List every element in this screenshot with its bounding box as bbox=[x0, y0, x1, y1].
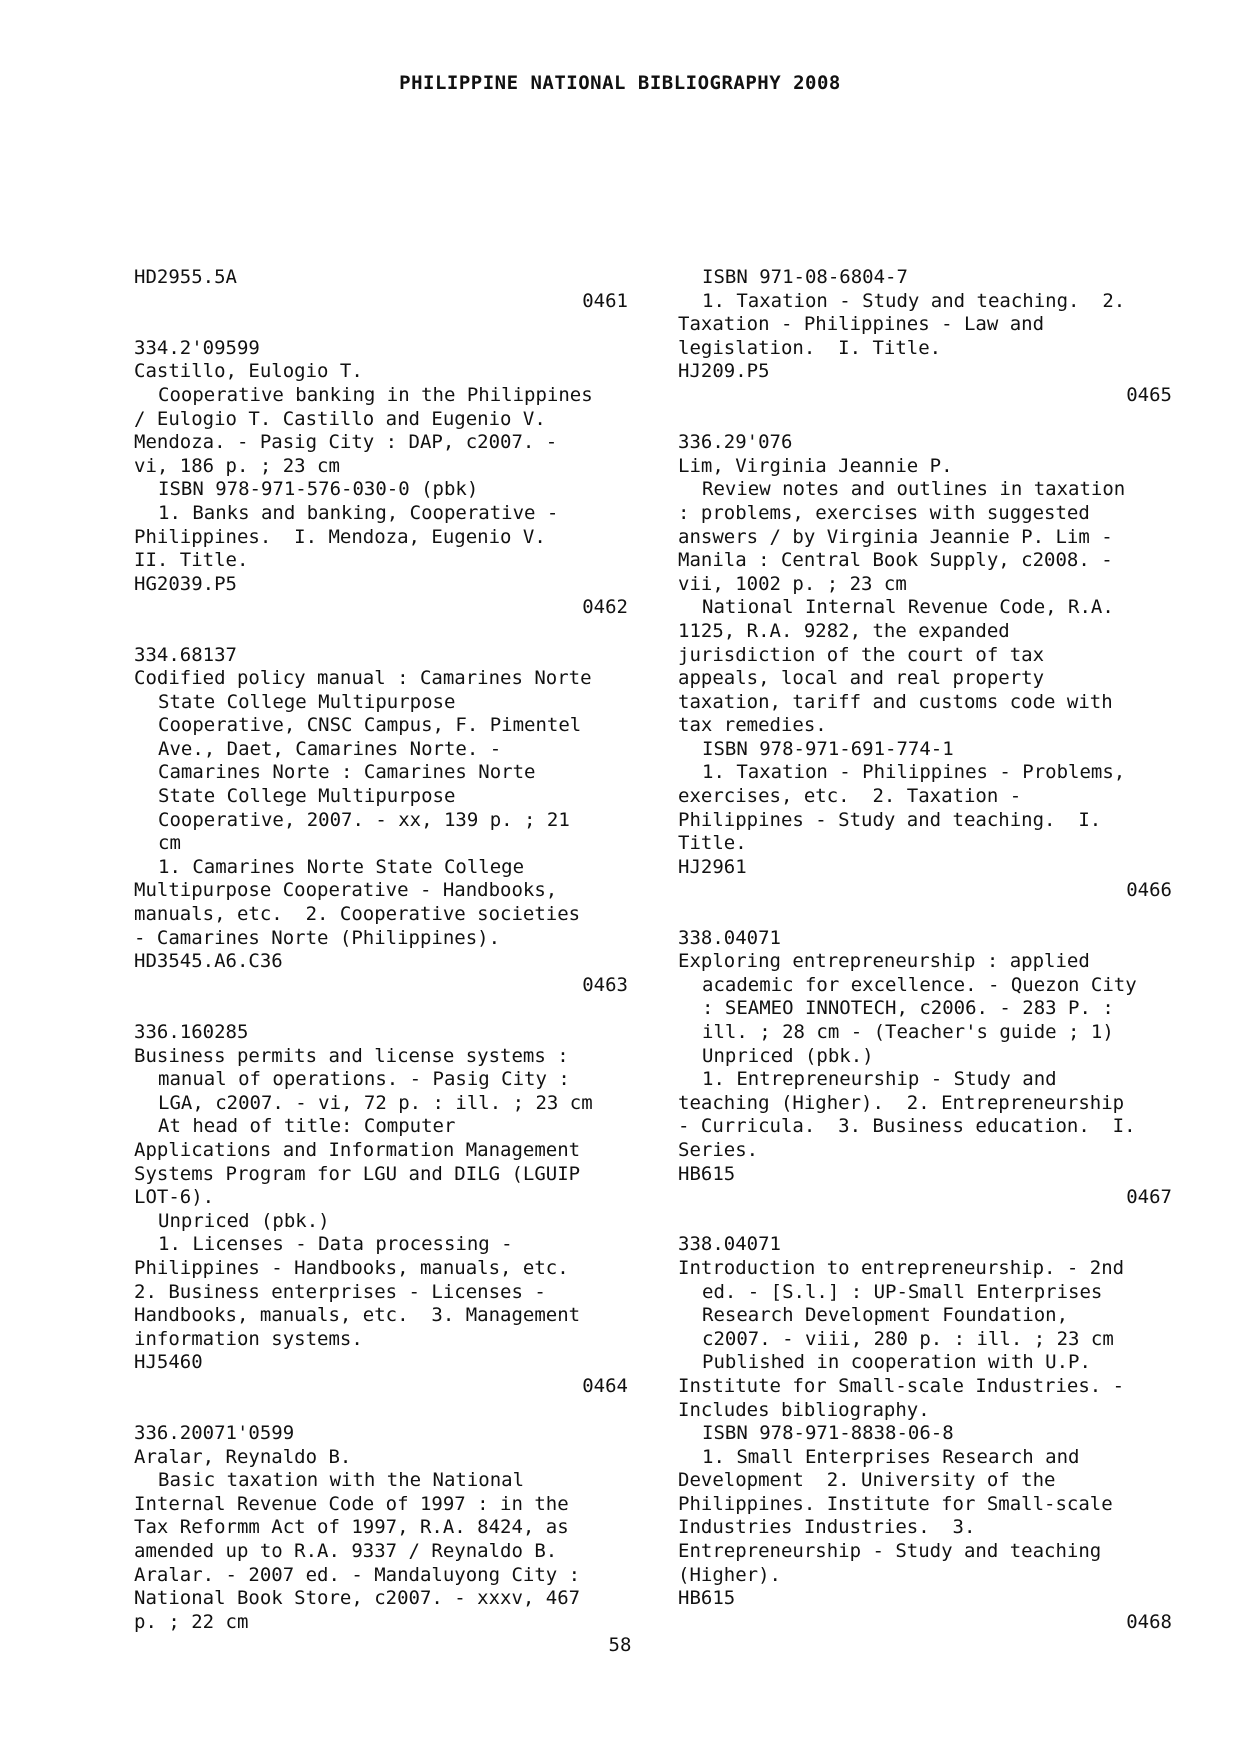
entry-number: 0468 bbox=[1126, 1610, 1172, 1633]
entry-line: / Eulogio T. Castillo and Eugenio V. bbox=[134, 407, 546, 430]
entry-line: manual of operations. - Pasig City : bbox=[158, 1068, 570, 1091]
entry-line: Introduction to entrepreneurship. - 2nd bbox=[678, 1256, 1125, 1279]
bibliographic-entry bbox=[678, 1233, 1172, 1634]
entry-line: 1. Camarines Norte State College bbox=[158, 855, 525, 878]
entry-line: Includes bibliography. bbox=[678, 1398, 930, 1421]
entry-line: Institute for Small-scale Industries. - bbox=[678, 1374, 1125, 1397]
entry-line: amended up to R.A. 9337 / Reynaldo B. bbox=[134, 1540, 558, 1563]
entry-line: ill. ; 28 cm - (Teacher's guide ; 1) bbox=[702, 1021, 1114, 1043]
entry-line: - Curricula. 3. Business education. I. bbox=[678, 1115, 1136, 1138]
entry-line: ISBN 978-971-8838-06-8 bbox=[702, 1422, 954, 1445]
entry-number: 0461 bbox=[582, 289, 628, 312]
entry-line: c2007. - viii, 280 p. : ill. ; 23 cm bbox=[702, 1327, 1114, 1350]
bibliographic-entry bbox=[134, 1021, 628, 1399]
entry-number: 0462 bbox=[582, 596, 628, 619]
entry-line: Applications and Information Management bbox=[134, 1138, 581, 1161]
entry-line: exercises, etc. 2. Taxation - bbox=[678, 785, 1022, 808]
entry-line: Aralar, Reynaldo B. bbox=[134, 1445, 352, 1468]
entry-line: Codified policy manual : Camarines Norte bbox=[134, 667, 592, 690]
entry-line: : problems, exercises with suggested bbox=[678, 501, 1090, 524]
entry-line: II. Title. bbox=[134, 549, 249, 572]
entry-line: 1125, R.A. 9282, the expanded bbox=[678, 619, 1010, 642]
entry-line: 1. Taxation - Philippines - Problems, bbox=[702, 761, 1126, 784]
entry-line: tax remedies. bbox=[678, 714, 827, 737]
entry-line: (Higher). bbox=[678, 1563, 781, 1586]
entry-line: 1. Taxation - Study and teaching. 2. bbox=[702, 289, 1126, 312]
entry-line: 1. Entrepreneurship - Study and bbox=[702, 1068, 1057, 1091]
entry-line: Unpriced (pbk.) bbox=[702, 1044, 874, 1067]
bibliographic-entry-continued bbox=[678, 266, 1172, 408]
entry-line: 1. Banks and banking, Cooperative - bbox=[158, 501, 559, 524]
entry-line: 1. Small Enterprises Research and bbox=[702, 1445, 1080, 1468]
entry-line: Manila : Central Book Supply, c2008. - bbox=[678, 549, 1113, 572]
left-column bbox=[134, 266, 628, 1634]
entry-number: 0464 bbox=[582, 1374, 628, 1397]
entry-number: 0465 bbox=[1126, 383, 1172, 406]
entry-line: Internal Revenue Code of 1997 : in the bbox=[134, 1492, 569, 1515]
call-number: HD3545.A6.C36 bbox=[134, 950, 283, 973]
entry-line: information systems. bbox=[134, 1327, 363, 1350]
entry-line: vii, 1002 p. ; 23 cm bbox=[678, 572, 907, 595]
entry-line: Camarines Norte : Camarines Norte bbox=[158, 761, 536, 784]
entry-line: Multipurpose Cooperative - Handbooks, bbox=[134, 879, 558, 902]
entry-line: ISBN 978-971-691-774-1 bbox=[702, 737, 954, 760]
entry-line: Series. bbox=[678, 1138, 759, 1161]
call-number: HD2955.5A bbox=[134, 266, 237, 288]
bibliographic-entry bbox=[134, 337, 628, 620]
entry-line: Review notes and outlines in taxation bbox=[702, 478, 1126, 501]
right-column bbox=[678, 266, 1172, 1634]
entry-line: : SEAMEO INNOTECH, c2006. - 283 P. : bbox=[702, 997, 1114, 1020]
entry-line: Title. bbox=[678, 832, 747, 855]
entry-line: Unpriced (pbk.) bbox=[158, 1209, 330, 1232]
entry-line: ed. - [S.l.] : UP-Small Enterprises bbox=[702, 1280, 1103, 1303]
entry-line: Systems Program for LGU and DILG (LGUIP bbox=[134, 1162, 581, 1185]
entry-line: State College Multipurpose bbox=[158, 690, 456, 713]
entry-line: Ave., Daet, Camarines Norte. - bbox=[158, 737, 502, 760]
entry-line: Industries Industries. 3. bbox=[678, 1516, 976, 1539]
entry-line: Handbooks, manuals, etc. 3. Management bbox=[134, 1304, 581, 1327]
entry-line: appeals, local and real property bbox=[678, 667, 1045, 690]
entry-line: p. ; 22 cm bbox=[134, 1610, 249, 1633]
entry-line: Cooperative, 2007. - xx, 139 p. ; 21 bbox=[158, 808, 570, 831]
bibliographic-entry bbox=[678, 927, 1172, 1210]
entry-line: legislation. I. Title. bbox=[678, 336, 942, 359]
bibliographic-entry bbox=[134, 644, 628, 998]
entry-line: Cooperative banking in the Philippines bbox=[158, 383, 593, 406]
entry-line: Philippines - Handbooks, manuals, etc. bbox=[134, 1256, 569, 1279]
classification-number: 336.29'076 bbox=[678, 431, 793, 454]
entry-line: National Internal Revenue Code, R.A. bbox=[702, 596, 1114, 619]
entry-line: LOT-6). bbox=[134, 1186, 215, 1209]
entry-line: LGA, c2007. - vi, 72 p. : ill. ; 23 cm bbox=[158, 1091, 593, 1114]
entry-line: academic for excellence. - Quezon City bbox=[702, 973, 1137, 996]
entry-line: cm bbox=[158, 832, 181, 855]
call-number: HG2039.P5 bbox=[134, 572, 237, 595]
classification-number: 334.2'09599 bbox=[134, 336, 260, 359]
call-number: HJ209.P5 bbox=[678, 360, 770, 383]
entry-line: Research Development Foundation, bbox=[702, 1304, 1069, 1327]
entry-line: National Book Store, c2007. - xxxv, 467 bbox=[134, 1587, 581, 1610]
entry-line: - Camarines Norte (Philippines). bbox=[134, 926, 501, 949]
entry-line: taxation, tariff and customs code with bbox=[678, 690, 1113, 713]
entry-line: Entrepreneurship - Study and teaching bbox=[678, 1540, 1102, 1563]
entry-line: Business permits and license systems : bbox=[134, 1044, 569, 1067]
entry-line: Castillo, Eulogio T. bbox=[134, 360, 363, 383]
classification-number: 336.20071'0599 bbox=[134, 1422, 295, 1445]
entry-line: Exploring entrepreneurship : applied bbox=[678, 950, 1090, 973]
entry-number: 0466 bbox=[1126, 879, 1172, 902]
entry-line: 1. Licenses - Data processing - bbox=[158, 1233, 513, 1256]
call-number: HB615 bbox=[678, 1587, 736, 1610]
entry-line: Mendoza. - Pasig City : DAP, c2007. - bbox=[134, 431, 558, 454]
entry-line: Cooperative, CNSC Campus, F. Pimentel bbox=[158, 714, 582, 737]
entry-line: Taxation - Philippines - Law and bbox=[678, 313, 1045, 336]
call-number: HJ5460 bbox=[134, 1351, 203, 1374]
entry-line: manuals, etc. 2. Cooperative societies bbox=[134, 903, 581, 926]
entry-number: 0463 bbox=[582, 973, 628, 996]
bibliographic-entry bbox=[134, 1422, 628, 1634]
bibliographic-entry bbox=[678, 431, 1172, 903]
entry-line: Philippines. I. Mendoza, Eugenio V. bbox=[134, 525, 546, 548]
entry-line: Philippines - Study and teaching. I. bbox=[678, 808, 1102, 831]
entry-line: State College Multipurpose bbox=[158, 785, 456, 808]
classification-number: 336.160285 bbox=[134, 1021, 249, 1043]
call-number: HB615 bbox=[678, 1162, 736, 1185]
entry-line: Aralar. - 2007 ed. - Mandaluyong City : bbox=[134, 1563, 581, 1586]
page-number: 58 bbox=[608, 1634, 632, 1656]
entry-line: teaching (Higher). 2. Entrepreneurship bbox=[678, 1091, 1125, 1114]
entry-line: answers / by Virginia Jeannie P. Lim - bbox=[678, 525, 1113, 548]
entry-line: ISBN 978-971-576-030-0 (pbk) bbox=[158, 478, 479, 501]
entry-line: jurisdiction of the court of tax bbox=[678, 643, 1045, 666]
classification-number: 338.04071 bbox=[678, 1233, 781, 1256]
entry-line: Lim, Virginia Jeannie P. bbox=[678, 454, 953, 477]
classification-number: 338.04071 bbox=[678, 926, 781, 949]
entry-line: Basic taxation with the National bbox=[158, 1469, 525, 1492]
entry-line: At head of title: Computer bbox=[158, 1115, 456, 1138]
page-title: PHILIPPINE NATIONAL BIBLIOGRAPHY 2008 bbox=[399, 72, 841, 94]
entry-line: ISBN 971-08-6804-7 bbox=[702, 266, 908, 288]
entry-line: vi, 186 p. ; 23 cm bbox=[134, 454, 340, 477]
entry-line: 2. Business enterprises - Licenses - bbox=[134, 1280, 546, 1303]
entry-number: 0467 bbox=[1126, 1186, 1172, 1209]
classification-number: 334.68137 bbox=[134, 643, 237, 666]
entry-line: Tax Reformm Act of 1997, R.A. 8424, as bbox=[134, 1516, 569, 1539]
entry-line: Development 2. University of the bbox=[678, 1469, 1056, 1492]
entry-line: Philippines. Institute for Small-scale bbox=[678, 1492, 1113, 1515]
call-number: HJ2961 bbox=[678, 855, 747, 878]
entry-line: Published in cooperation with U.P. bbox=[702, 1351, 1091, 1374]
